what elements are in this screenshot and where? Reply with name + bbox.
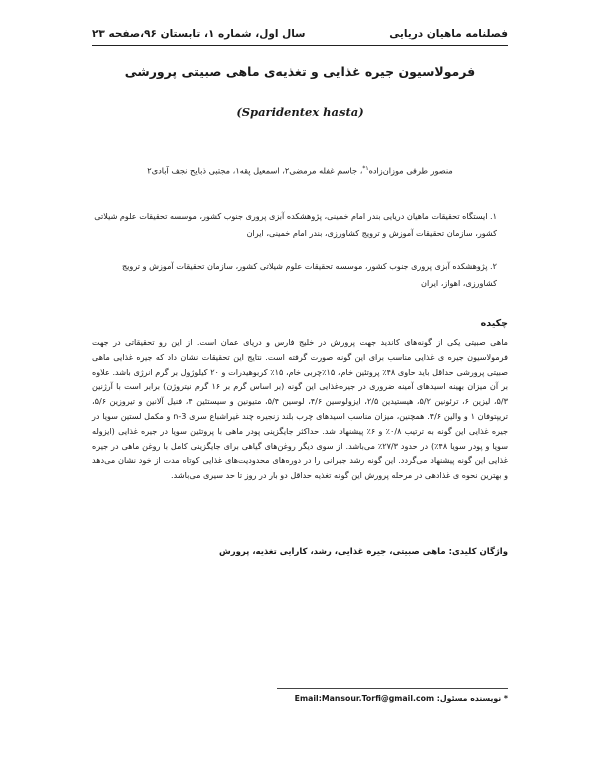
other-authors: ، جاسم غفله مرمضی۲، اسمعیل پقه۱، مجتبی ذبایح نجف آبادی۲ [147, 165, 363, 176]
article-title: فرمولاسیون جیره غذایی و تغذیه‌ی ماهی صبیتی پرورشی [124, 64, 476, 79]
author-email[interactable]: Email:Mansour.Torfi@gmail.com [294, 694, 435, 703]
issue-info: سال اول، شماره ۱، تابستان ۹۶،صفحه ۲۳ [92, 28, 306, 40]
footnote-label: نویسنده مسئول: [436, 694, 502, 703]
affiliation-1: ۱. ایستگاه تحقیقات ماهیان دریایی بندر امام خمینی، پژوهشکده آبزی پروری جنوب کشور، موسسه تحقیقات علوم شیلاتی کشور، سازمان تحقیقات آموزش و ترویج کشاورزی، بندر امام خمینی، ایران [94, 211, 497, 238]
footnote-divider [277, 688, 508, 689]
corresponding-footnote [92, 694, 508, 703]
journal-name: فصلنامه ماهیان دریایی [389, 28, 508, 40]
footnote-star: * [501, 694, 508, 703]
header-divider [92, 45, 508, 46]
scientific-name: (Sparidentex hasta) [236, 105, 364, 119]
first-author: منصور طرفی موزان‌زاده [368, 165, 453, 176]
affiliation-2: ۲. پژوهشکده آبزی پروری جنوب کشور، موسسه تحقیقات علوم شیلاتی کشور، سازمان تحقیقات آموزش و ترویج کشاورزی، اهواز، ایران [121, 261, 497, 288]
author-list [92, 165, 508, 176]
keywords: واژگان کلیدی: ماهی صبیتی، جیره غذایی، رشد، کارایی تغذیه، پرورش [218, 547, 508, 557]
running-header [92, 24, 508, 44]
corresponding-mark: ۱* [362, 165, 369, 172]
abstract-body: ماهی صبیتی یکی از گونه‌های کاندید جهت پرورش در خلیج فارس و دریای عمان است. از این رو تحقیقاتی در جهت فرمولاسیون جیره ی غذایی مناسب برای این گونه صورت گرفته است. نتایج این تحقیقات نشان داد که جیره غذایی ماهی صبیتی پرورشی حداقل باید حاوی ۴۸٪ پروتئین خام، ۱۵٪چربی خام، ۱۵٪ کربوهیدرات و ۲۰ کیلوژول بر گرم انرژی باشد. علاوه بر آن میزان بهینه اسیدهای آمینه ضروری در جیره‌غذایی این گونه (بر اساس گرم بر ۱۶ گرم نیتروژن) برابر است با آرژنین ۵/۳، لیزین ۶، ترئونین ۵/۲، هیستیدین ۲/۵، ایزولوسین ۴/۶، لوسین ۵/۴، متیونین و سیستئین ۴، فنیل آلانین و تیروزین ۵/۶، تریپتوفان ۱ و والین ۴/۶. همچنین، میزان مناسب اسیدهای چرب بلند زنجیره چند غیراشباع سری n-3 و مکمل لستین سویا در جیره غذایی این گونه به ترتیب ۰/۸٪ و ۶٪ پیشنهاد شد. حداکثر جایگزینی پودر ماهی با پروتئین سویا در جیره غذایی (ایزوله سویا و پودر سویا ۴۸٪) در حدود ۲۷/۳٪ می‌باشد. از سوی دیگر روغن‌های گیاهی برای جایگزینی کامل با روغن ماهی در جیره غذایی این گونه پیشنهاد می‌گردد. این گونه رشد جبرانی را در دوره‌های محدودیت‌های غذایی کوتاه مدت از خود نشان می‌دهد و بهترین نحوه ی غذادهی در مرحله پرورش این گونه تغذیه حداقل دو بار در روز تا حد سیری می‌باشد. [92, 337, 509, 481]
abstract-heading: چکیده [480, 318, 508, 329]
